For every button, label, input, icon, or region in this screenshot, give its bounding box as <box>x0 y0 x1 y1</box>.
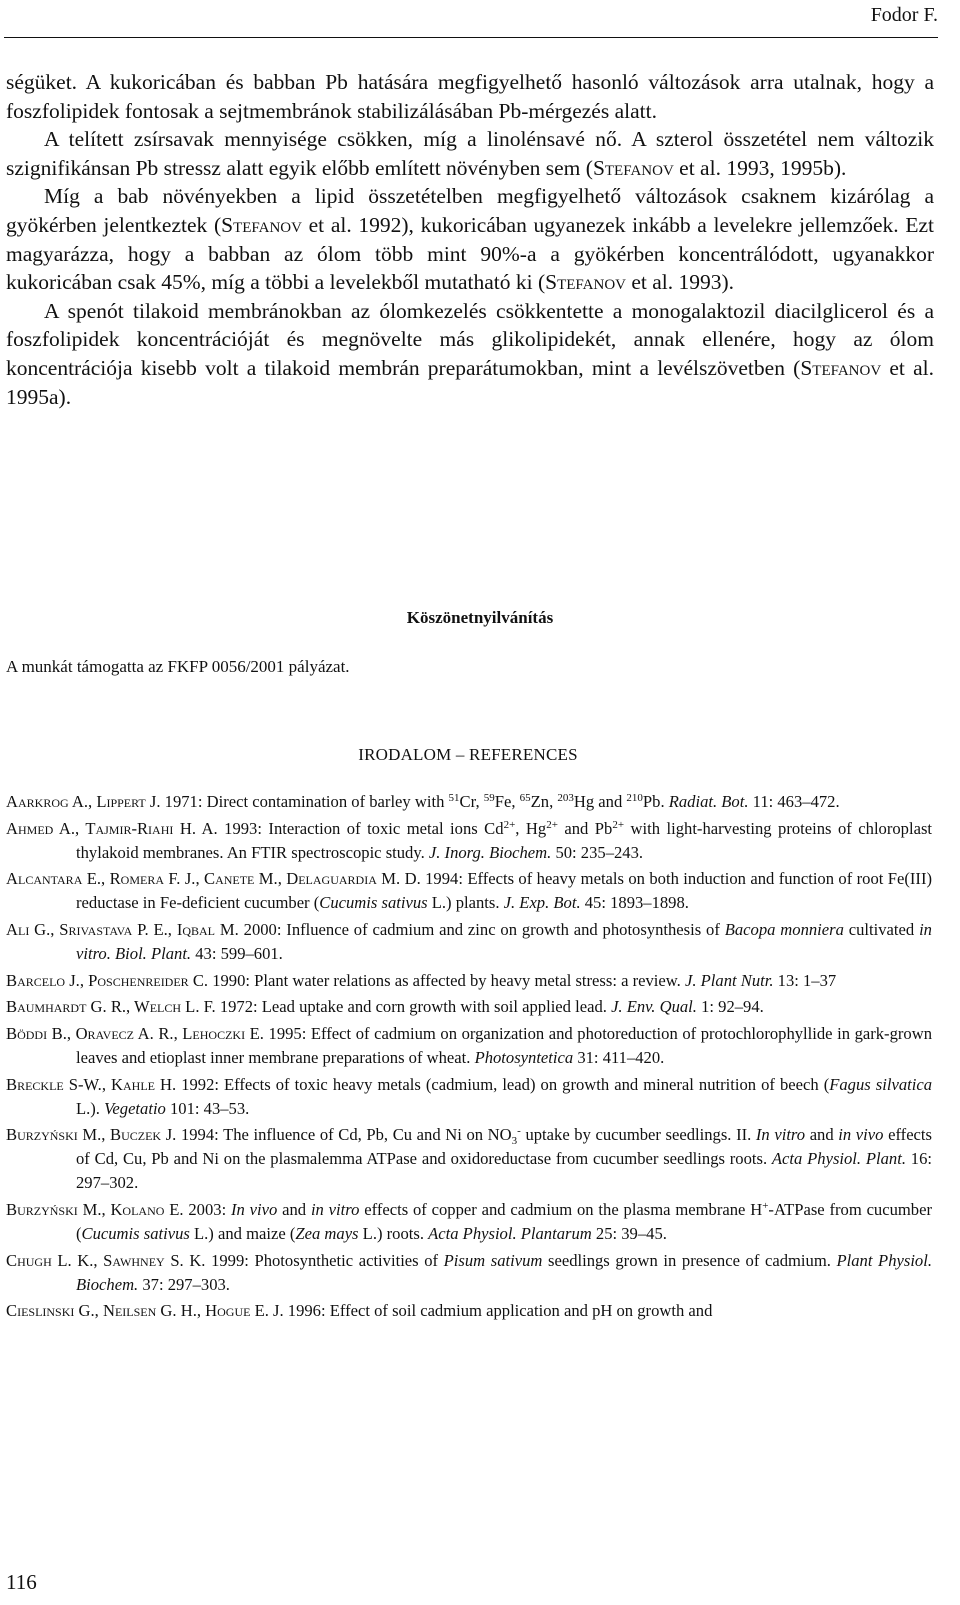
reference-text: L.) and maize ( <box>189 1224 296 1244</box>
latin-phrase: in vivo <box>838 1125 884 1145</box>
isotope-mass: 59 <box>483 792 495 804</box>
isotope-mass: 51 <box>448 792 460 804</box>
reference-text: effects of Cd, Cu, Pb and Ni on the plasmalemma ATPase and oxidoreductase from cucumber seedlings roots. <box>76 1125 932 1169</box>
reference-item <box>6 995 932 1019</box>
reference-text: uptake by cucumber seedlings. II. <box>520 1125 756 1145</box>
ion-charge: 2+ <box>503 818 516 831</box>
reference-item <box>6 1299 932 1323</box>
reference-authors: Ahmed A., Tajmir-Riahi H. A. <box>6 818 218 838</box>
reference-item <box>6 790 932 814</box>
reference-authors: Burzyński M., Kolano E. <box>6 1200 184 1219</box>
latin-phrase: In vitro <box>755 1125 806 1145</box>
reference-journal: Radiat. Bot. <box>668 792 749 811</box>
species-name: Cucumis sativus <box>81 1224 190 1244</box>
reference-item <box>6 918 932 966</box>
reference-text: 1992: Effects of toxic heavy metals (cadmium, lead) on growth and mineral nutrition of beech ( <box>176 1074 830 1094</box>
reference-volume: 31: 411–420. <box>573 1047 665 1067</box>
reference-text: 1972: Lead uptake and corn growth with soil applied lead. <box>215 997 612 1017</box>
running-header <box>0 0 960 40</box>
reference-volume: 16: 297–302. <box>76 1149 933 1193</box>
latin-phrase: in vitro. <box>76 919 932 964</box>
reference-text: effects of copper and cadmium on the plasma membrane H <box>359 1200 763 1219</box>
reference-authors: Baumhardt G. R., Welch L. F. <box>6 997 216 1017</box>
reference-authors: Cieslinski G., Neilsen G. H., Hogue E. J. <box>6 1301 284 1321</box>
reference-journal: Vegetatio <box>104 1098 166 1118</box>
reference-text: 1994: Effects of heavy metals on both induction and function of root Fe(III) reductase in Fe-deficient cucumber ( <box>76 869 933 913</box>
reference-volume: 11: 463–472. <box>748 792 840 811</box>
reference-authors: Barcelo J., Poschenreider C. <box>6 970 209 990</box>
paragraph-2 <box>6 125 934 182</box>
reference-volume: 1: 92–94. <box>696 997 764 1017</box>
reference-text: Hg and <box>573 792 627 811</box>
reference-text: 1996: Effect of soil cadmium application and pH on growth and <box>283 1301 713 1321</box>
reference-text: L.) roots. <box>358 1224 429 1244</box>
reference-volume: 45: 1893–1898. <box>580 893 689 913</box>
isotope-mass: 210 <box>626 792 643 804</box>
acknowledgement-text: A munkát támogatta az FKFP 0056/2001 pályázat. <box>6 657 350 676</box>
reference-authors: Böddi B., Oravecz A. R., Lehoczki E. <box>6 1023 264 1043</box>
reference-text: Pb. <box>642 792 669 811</box>
reference-journal: J. Plant Nutr. <box>684 970 774 990</box>
reference-volume: 13: 1–37 <box>773 970 837 990</box>
paragraph-4-text: A spenót tilakoid membránokban az ólomkezelés csökkentette a monogalaktozil diacilglicerol és a foszfolipidek koncentrációját és megnövelte más glikolipidekét, annak ellenére, hogy az ólom koncentrációja kisebb volt a tilakoid membrán preparátumokban, mint a levélszövetben ( <box>6 298 934 380</box>
ion-charge: 2+ <box>546 818 558 831</box>
reference-text: Fe, <box>494 792 520 811</box>
reference-journal: Acta Physiol. Plant. <box>771 1149 906 1169</box>
citation-author: Stefanov <box>545 270 626 295</box>
reference-item <box>6 1073 932 1121</box>
paragraph-2-tail: et al. 1993, 1995b). <box>673 155 847 180</box>
reference-text: Cr, <box>459 792 484 811</box>
isotope-mass: 65 <box>519 792 531 804</box>
reference-text: L.) plants. <box>427 893 504 913</box>
reference-authors: Chugh L. K., Sawhney S. K. <box>6 1250 206 1270</box>
page-number: 116 <box>6 1570 37 1594</box>
isotope-mass: 203 <box>557 792 574 804</box>
reference-authors: Aarkrog A., Lippert J. <box>6 792 161 811</box>
reference-volume: 43: 599–601. <box>191 944 283 964</box>
reference-text: with light-harvesting proteins of chloroplast thylakoid membranes. An FTIR spectroscopic study. <box>76 818 933 862</box>
ion-charge: 2+ <box>612 818 625 831</box>
reference-text: cultivated <box>843 919 920 939</box>
references-title: IRODALOM – REFERENCES <box>358 745 578 764</box>
reference-item <box>6 817 932 865</box>
paragraph-2-text: A telített zsírsavak mennyisége csökken, míg a linolénsavé nő. A szterol összetétel nem változik szignifikánsan Pb stressz alatt egyik előbb említett növényben sem ( <box>6 127 934 180</box>
reference-text: 1994: The influence of Cd, Pb, Cu and Ni on NO <box>176 1125 512 1145</box>
reference-authors: Alcantara E., Romera F. J., Canete M., Delaguardia M. D. <box>6 869 421 889</box>
reference-item <box>6 1123 932 1195</box>
paragraph-3 <box>6 182 934 296</box>
reference-text: 1995: Effect of cadmium on organization and photoreduction of protochlorophyllide in gark-grown leaves and etioplast inner membrane preparations of wheat. <box>76 1023 932 1067</box>
reference-volume: 25: 39–45. <box>591 1224 667 1244</box>
reference-text: and Pb <box>557 818 613 838</box>
latin-phrase: In vivo <box>231 1200 278 1219</box>
reference-authors: Breckle S-W., Kahle H. <box>6 1074 177 1094</box>
species-name: Cucumis sativus <box>319 893 428 913</box>
reference-item <box>6 867 932 915</box>
species-name: Zea mays <box>295 1224 359 1244</box>
reference-volume: 37: 297–303. <box>138 1274 230 1294</box>
paragraph-3-text: Míg a bab növényekben a lipid összetételben megfigyelhető változások csaknem kizárólag a gyökérben jelentkeztek ( <box>6 184 934 237</box>
running-header-author: Fodor F. <box>870 4 938 26</box>
superscript: + <box>762 1200 769 1212</box>
reference-text: 1971: Direct contamination of barley with <box>160 792 449 811</box>
paragraph-4 <box>6 297 934 411</box>
citation-author: Stefanov <box>800 355 882 380</box>
reference-journal: Acta Physiol. Plantarum <box>428 1224 592 1244</box>
header-rule <box>4 37 938 38</box>
reference-text: 2003: <box>183 1200 232 1219</box>
latin-phrase: in vitro <box>310 1200 360 1219</box>
species-name: Bacopa monniera <box>724 919 844 939</box>
reference-item <box>6 969 932 993</box>
reference-text: seedlings grown in presence of cadmium. <box>542 1250 837 1270</box>
species-name: Pisum sativum <box>443 1250 543 1270</box>
reference-text: 1990: Plant water relations as affected by heavy metal stress: a review. <box>208 970 685 990</box>
body-text <box>6 68 934 411</box>
reference-item <box>6 1249 932 1297</box>
reference-text: 1999: Photosynthetic activities of <box>205 1250 444 1270</box>
reference-journal: Photosyntetica <box>474 1047 574 1067</box>
reference-text: 2000: Influence of cadmium and zinc on growth and photosynthesis of <box>238 919 725 939</box>
subscript: 3 <box>511 1135 518 1148</box>
reference-volume: 50: 235–243. <box>551 842 644 862</box>
superscript: - <box>517 1125 521 1138</box>
citation-author: Stefanov <box>221 212 302 237</box>
reference-item <box>6 1022 932 1070</box>
reference-text: , Hg <box>515 818 547 838</box>
reference-journal: Plant Physiol. Biochem. <box>76 1250 932 1294</box>
reference-text: Zn, <box>530 792 558 811</box>
reference-journal: Biol. Plant. <box>115 944 192 964</box>
reference-list <box>6 790 932 1326</box>
paragraph-3-mid: et al. 1992), kukoricában ugyanezek inkább a levelekre jellemzőek. Ezt magyarázza, hogy a babban az ólom több mint 90%-a a gyökérben koncentrálódott, ugyanakkor kukoricában csak 45%, míg a többi a levelekből mutatható ki ( <box>6 212 934 295</box>
paragraph-1: ségüket. A kukoricában és babban Pb hatására megfigyelhető hasonló változások arra utalnak, hogy a foszfolipidek fontosak a sejtmembránok stabilizálásában Pb-mérgezés alatt. <box>6 70 934 123</box>
reference-journal: J. Exp. Bot. <box>503 893 581 913</box>
reference-volume: 101: 43–53. <box>165 1098 250 1118</box>
citation-author: Stefanov <box>592 155 674 180</box>
reference-authors: Ali G., Srivastava P. E., Iqbal M. <box>6 919 239 939</box>
reference-text: -ATPase from cucumber ( <box>76 1200 932 1244</box>
paragraph-4-tail: et al. 1995a). <box>6 355 934 409</box>
reference-authors: Burzyński M., Buczek J. <box>6 1125 177 1145</box>
reference-text: L.). <box>76 1098 105 1118</box>
acknowledgement-title: Köszönetnyilvánítás <box>406 608 554 627</box>
reference-item <box>6 1198 932 1246</box>
reference-journal: J. Inorg. Biochem. <box>428 842 552 862</box>
reference-text: and <box>805 1125 839 1145</box>
reference-journal: J. Env. Qual. <box>611 997 697 1017</box>
species-name: Fagus silvatica <box>829 1074 932 1094</box>
reference-text: 1993: Interaction of toxic metal ions Cd <box>217 818 504 838</box>
reference-text: and <box>277 1200 311 1219</box>
paragraph-3-tail: et al. 1993). <box>625 270 735 295</box>
